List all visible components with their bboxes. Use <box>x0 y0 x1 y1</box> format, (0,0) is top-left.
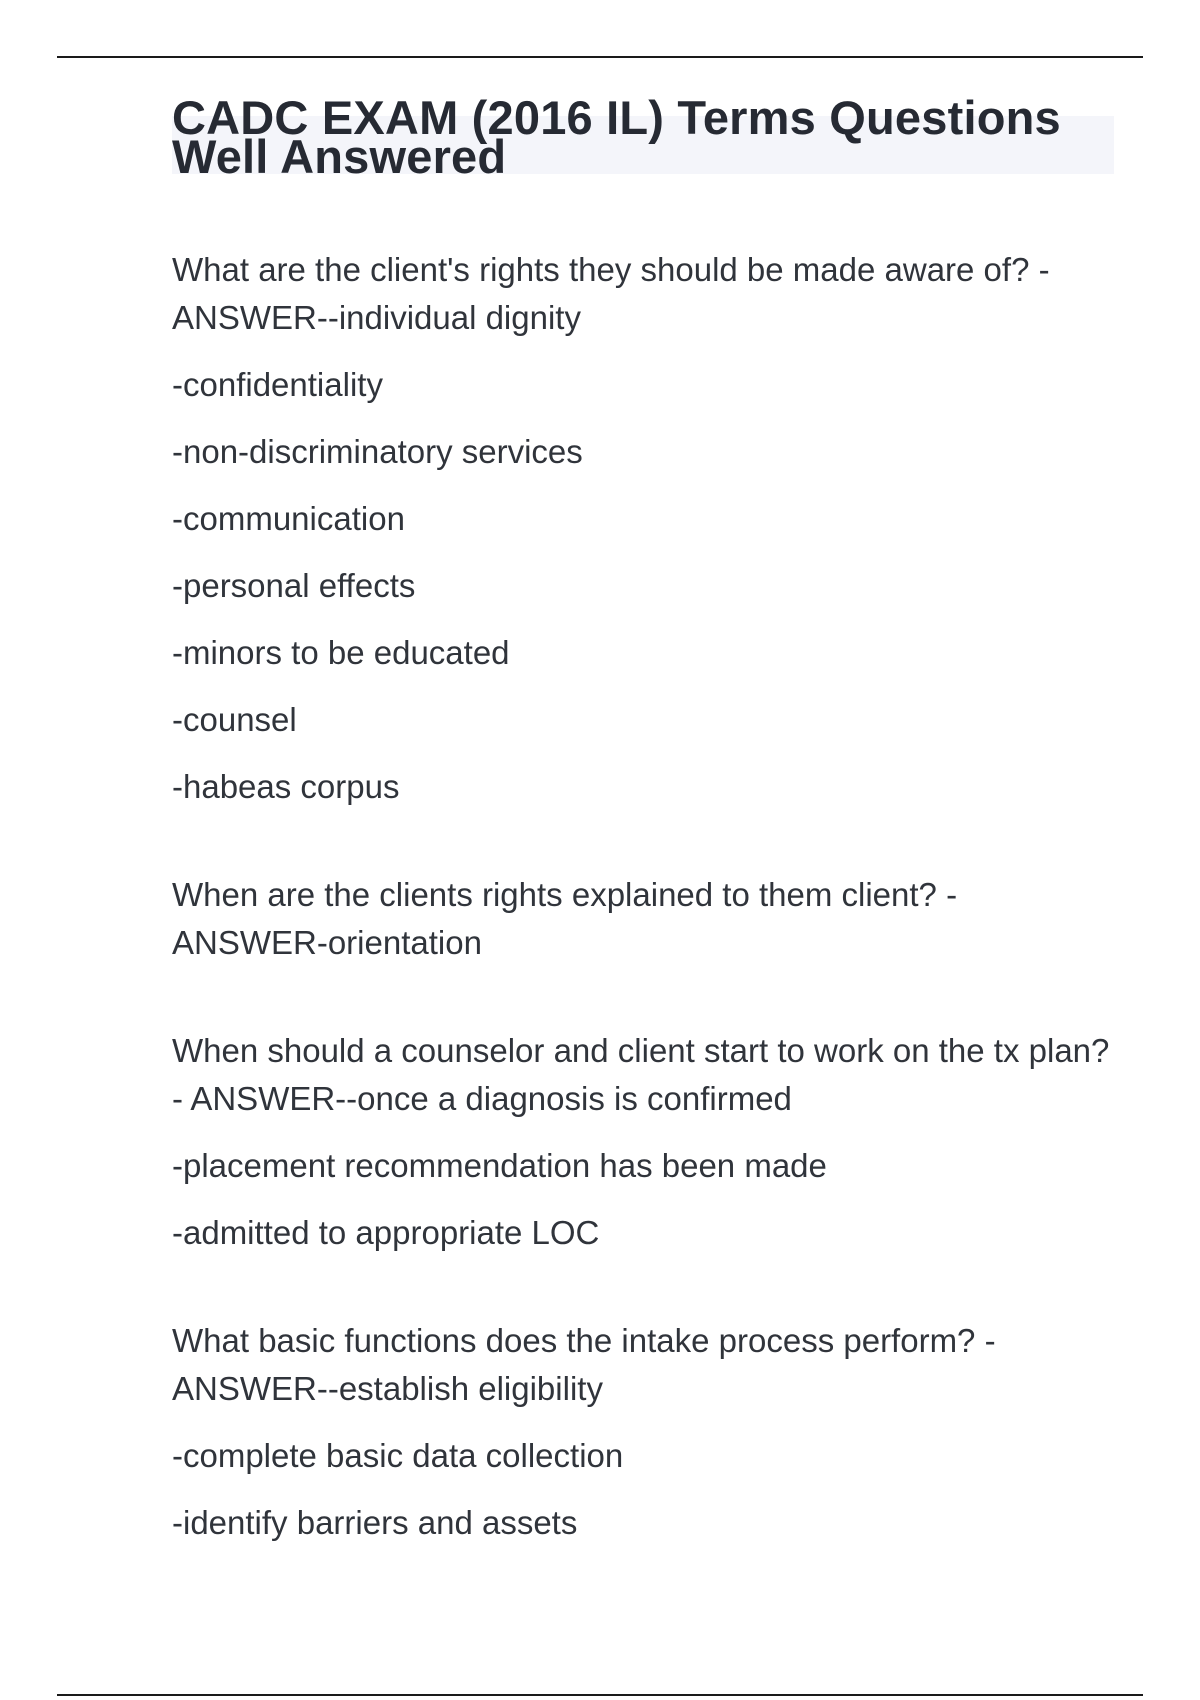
answer-item: -identify barriers and assets <box>172 1504 578 1541</box>
answer-item: -admitted to appropriate LOC <box>172 1214 600 1251</box>
question-text: What are the client's rights they should be made aware of? - ANSWER--individual dignity <box>172 251 1050 336</box>
answer-item: -counsel <box>172 701 297 738</box>
answer-list <box>172 1142 1120 1257</box>
question-text: When are the clients rights explained to them client? - ANSWER-orientation <box>172 876 958 961</box>
answer-item: -placement recommendation has been made <box>172 1147 827 1184</box>
answer-item: -minors to be educated <box>172 634 510 671</box>
title-block <box>172 91 1120 183</box>
qa-block <box>172 1317 1120 1547</box>
answer-item: -habeas corpus <box>172 768 400 805</box>
document-body <box>172 91 1120 1607</box>
answer-item: -personal effects <box>172 567 416 604</box>
qa-block <box>172 1027 1120 1257</box>
answer-list <box>172 361 1120 811</box>
answer-item: -confidentiality <box>172 366 383 403</box>
qa-block <box>172 871 1120 967</box>
answer-item: -non-discriminatory services <box>172 433 583 470</box>
qa-list <box>172 246 1120 1547</box>
top-rule <box>57 56 1143 58</box>
answer-item: -complete basic data collection <box>172 1437 624 1474</box>
bottom-rule <box>57 1694 1143 1696</box>
question-text: What basic functions does the intake process perform? - ANSWER--establish eligibility <box>172 1322 996 1407</box>
answer-item: -communication <box>172 500 405 537</box>
qa-block <box>172 246 1120 811</box>
answer-list <box>172 1432 1120 1547</box>
question-text: When should a counselor and client start to work on the tx plan? - ANSWER--once a diagnosis is confirmed <box>172 1032 1110 1117</box>
document-title: CADC EXAM (2016 IL) Terms Questions Well Answered <box>172 91 1061 183</box>
